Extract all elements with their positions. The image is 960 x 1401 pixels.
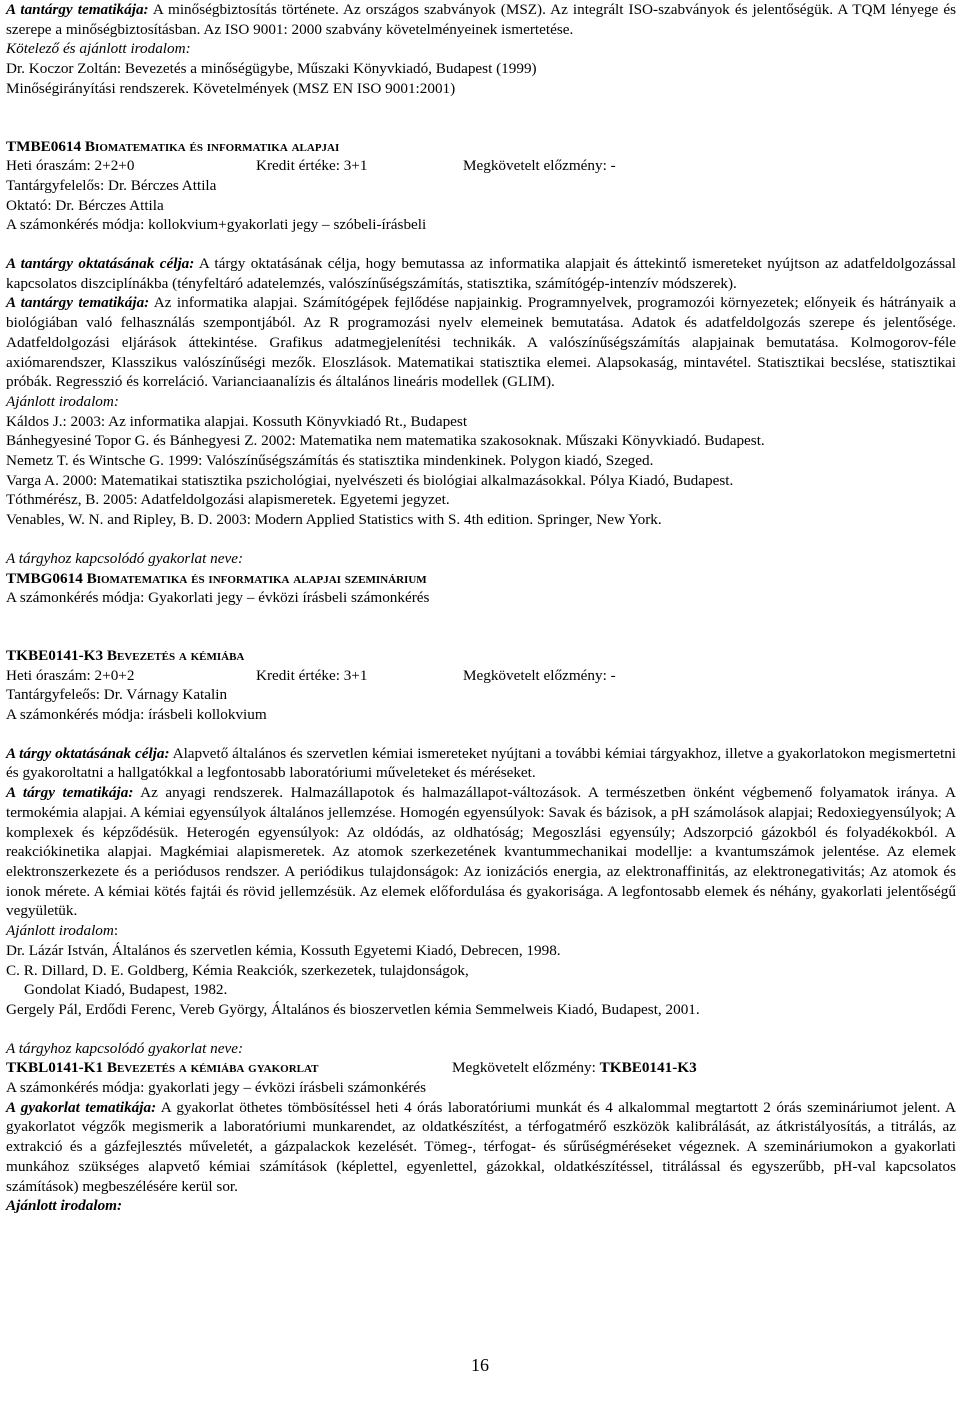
- literature-item: Gondolat Kiadó, Budapest, 1982.: [24, 981, 228, 999]
- course-goal: A tantárgy oktatásának célja: A tárgy oktatásának célja, hogy bemutassa az informatika alapjait és áttekintő ismereteket nyújtson az adatfeldolgozással kapcsolatos diszciplínákba (tényfeltáró adatelemzés, valószínűségszámítás, statisztika, számítógép-intenzív módszerek).: [6, 255, 956, 292]
- course-assessment: A számonkérés módja: írásbeli kollokvium: [6, 706, 267, 724]
- literature-item: Nemetz T. és Wintsche G. 1999: Valószínűségszámítás és statisztika mindenkinek. Polygon kiadó, Szeged.: [6, 452, 654, 470]
- course-assessment: A számonkérés módja: kollokvium+gyakorlati jegy – szóbeli-írásbeli: [6, 216, 427, 234]
- course-responsible: Tantárgyfelelős: Dr. Bérczes Attila: [6, 176, 217, 194]
- course-topics: A tárgy tematikája: Az anyagi rendszerek. Halmazállapotok és halmazállapot-változások. A természetben önként végbemenő folyamatok iránya. A termokémia alapjai. A kémiai egyensúlyok általános jellemzése. Homogén egyensúlyok: Savak és bázisok, a pH számolások alapjai; Redoxiegyensúlyok; A komplexek és képződésük. Heterogén egyensúlyok: Az oldódás, az oldhatóság; Megoszlási egyensúly; Adszorpció gázokból és folyadékokból. A reakciókinetika alapjai. Magkémiai alapismeretek. Az atomok szerkezetének kvantummechanikai modellje: a kvantumszámok jelentése. Az elemek elektronszerkezete és a periódusos rendszer. A periódikus tulajdonságok: Az ionizációs energia, az elektronaffinitás, az elektronegativitás; Az atomok és ionok mérete. A kémiai kötés fajtái és rövid jellemzésük. Az elemek előfordulása és gyakorisága. A legfontosabb elemek és néhány, gyakorlati jelentőségű vegyületük.: [6, 784, 957, 920]
- practice-heading: A tárgyhoz kapcsolódó gyakorlat neve:: [6, 549, 244, 567]
- literature-item: Bánhegyesiné Topor G. és Bánhegyesi Z. 2002: Matematika nem matematika szakosoknak. Műszaki Könyvkiadó. Budapest.: [6, 432, 765, 450]
- prev-course-topics: A tantárgy tematikája: A minőségbiztosítás története. Az országos szabványok (MSZ). Az integrált ISO-szabványok és jelentőségük. A TQM lényege és szerepe a minőségbiztosításban. Az ISO 9001: 2000 szabvány követelményeinek ismertetése.: [6, 1, 956, 38]
- page-number: 16: [471, 1355, 489, 1375]
- practice-assessment: A számonkérés módja: Gyakorlati jegy – évközi írásbeli számonkérés: [6, 589, 430, 607]
- literature-item: Minőségirányítási rendszerek. Követelmények (MSZ EN ISO 9001:2001): [6, 79, 456, 97]
- course-title: TKBE0141-K3 Bevezetés a kémiába: [6, 646, 245, 664]
- course-info-row: Heti óraszám: 2+2+0 Kredit értéke: 3+1 Megkövetelt előzmény: -: [6, 157, 616, 175]
- recommended-literature-heading: Ajánlott irodalom:: [6, 392, 119, 410]
- literature-item: Venables, W. N. and Ripley, B. D. 2003: Modern Applied Statistics with S. 4th edition. Springer, New York.: [6, 511, 662, 529]
- literature-item: Káldos J.: 2003: Az informatika alapjai. Kossuth Könyvkiadó Rt., Budapest: [6, 412, 468, 430]
- practice-title: TMBG0614 Biomatematika és informatika alapjai szeminárium: [6, 569, 427, 587]
- literature-item: Dr. Lázár István, Általános és szervetlen kémia, Kossuth Egyetemi Kiadó, Debrecen, 1998.: [6, 941, 561, 959]
- literature-item: Tóthmérész, B. 2005: Adatfeldolgozási alapismeretek. Egyetemi jegyzet.: [6, 491, 450, 509]
- course-teacher: Oktató: Dr. Bérczes Attila: [6, 196, 164, 214]
- literature-item: Varga A. 2000: Matematikai statisztika pszichológiai, nyelvészeti és biológiai alkalmazásokkal. Pólya Kiadó, Budapest.: [6, 471, 734, 489]
- literature-item: Gergely Pál, Erdődi Ferenc, Vereb György, Általános és bioszervetlen kémia Semmelweis Kiadó, Budapest, 2001.: [6, 1000, 700, 1018]
- course-goal: A tárgy oktatásának célja: Alapvető általános és szervetlen kémiai ismereteket nyújtani a további kémiai tárgyakhoz, illetve a gyakorlatokon megismertetni és gyakoroltatni a hallgatókkal a legfontosabb laboratóriumi műveleteket és méréseket.: [6, 744, 957, 782]
- recommended-literature-heading: Ajánlott irodalom:: [6, 922, 119, 940]
- course-responsible: Tantárgyfeleős: Dr. Várnagy Katalin: [6, 686, 228, 704]
- practice-assessment: A számonkérés módja: gyakorlati jegy – évközi írásbeli számonkérés: [6, 1079, 427, 1096]
- course-info-row: Heti óraszám: 2+0+2 Kredit értéke: 3+1 Megkövetelt előzmény: -: [6, 666, 616, 684]
- literature-item: C. R. Dillard, D. E. Goldberg, Kémia Reakciók, szerkezetek, tulajdonságok,: [6, 961, 469, 979]
- practice-topics: A gyakorlat tematikája: A gyakorlat öthetes tömbösítéssel heti 4 órás laboratóriumi munkát és 4 alkalommal megtartott 2 órás szemináriumot jelent. A gyakorlatot végzők megismerik a laboratóriumi munkarendet, az oldatkészítést, a térfogatmérő eszközök kalibrálását, az átkristályosítás, a titrálás, az extrakció és a gázfejlesztés műveletét, a gázpalackok kezelését. Tömeg-, térfogat- és sűrűségméréseket végeznek. A szemináriumokon a gyakorlati munkához szükséges alapvető kémiai számítások (képlettel, egyenlettel, gázokkal, oldatkészítéssel, titrálással és egyszerűbb, pH-val kapcsolatos számítások) megbeszélésére kerül sor.: [6, 1098, 956, 1195]
- required-literature-heading: Kötelező és ajánlott irodalom:: [6, 40, 191, 58]
- course-topics: A tantárgy tematikája: Az informatika alapjai. Számítógépek fejlődése napjainkig. Programnyelvek, programozói környezetek; előnyeik és hátrányaik a biológiában való felhasználás szempontjából. Az R programozási nyelv elemeinek bemutatása. Adatok és adatfeldolgozás szerepe és jelentősége. Adatfeldolgozási eljárások áttekintése. Grafikus adatmegjelenítési technikák. A valószínűségszámítás alapjainak bemutatása. Kolmogorov-féle axiómarendszer, Klasszikus valószínűségi mezők. Eloszlások. Matematikai statisztika elemei. Alapsokaság, mintavétel. Statisztikai becslése, statisztikai próbák. Regresszió és korreláció. Varianciaanalízis és általános lineáris modellek (GLIM).: [6, 294, 956, 391]
- literature-item: Dr. Koczor Zoltán: Bevezetés a minőségügybe, Műszaki Könyvkiadó, Budapest (1999): [6, 60, 537, 78]
- document-page: [6, 0, 956, 1216]
- recommended-literature-heading: Ajánlott irodalom:: [6, 1197, 123, 1215]
- practice-heading: A tárgyhoz kapcsolódó gyakorlat neve:: [6, 1039, 244, 1057]
- practice-title: TKBL0141-K1 Bevezetés a kémiába gyakorlat Megkövetelt előzmény: TKBE0141-K3: [6, 1059, 697, 1077]
- course-title: TMBE0614 Biomatematika és informatika alapjai: [6, 137, 340, 155]
